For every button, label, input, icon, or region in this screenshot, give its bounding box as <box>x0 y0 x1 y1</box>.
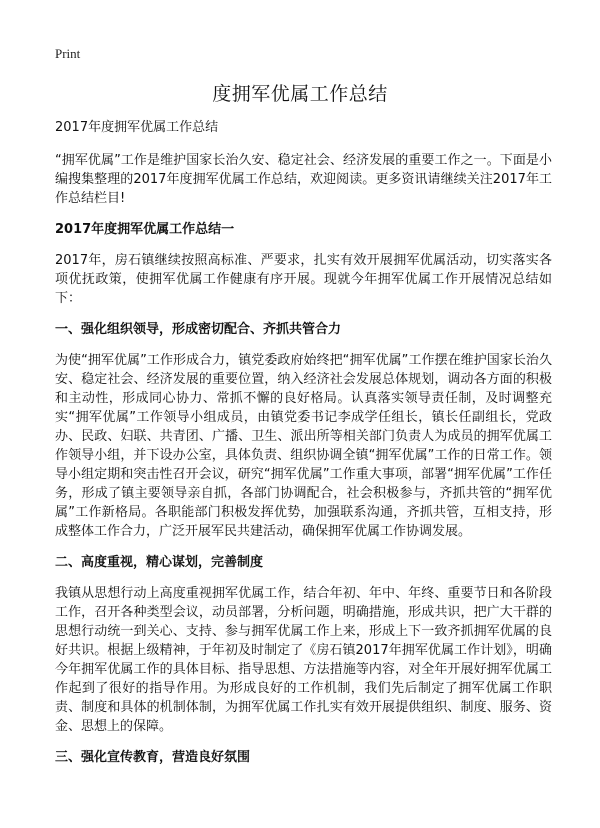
section-body-2: 我镇从思想行动上高度重视拥军优属工作，结合年初、年中、年终、重要节日和各阶段工作，召开各种类型会议，动员部署，分析问题，明确措施，形成共识，把广大干群的思想行动统一到关心、支持、参与拥军优属工作上来，形成上下一致齐抓拥军优属的良好共识。根据上级精神，于年初及时制定了《房石镇2017年拥军优属工作计划》，明确今年拥军优属工作的具体目标、指导思想、方法措施等内容，对全年开展好拥军优属工作起到了很好的指导作用。为形成良好的工作机制，我们先后制定了拥军优属工作职责、制度和具体的机制体制，为拥军优属工作扎实有效开展提供组织、制度、服务、资金、思想上的保障。 <box>55 586 552 734</box>
page-title: 度拥军优属工作总结 <box>212 83 388 105</box>
section-heading-1: 一、强化组织领导，形成密切配合、齐抓共管合力 <box>55 322 342 337</box>
article-heading: 2017年度拥军优属工作总结一 <box>55 222 235 237</box>
document-subtitle: 2017年度拥军优属工作总结 <box>55 120 219 135</box>
section-body-1: 为使“拥军优属”工作形成合力，镇党委政府始终把“拥军优属”工作摆在维护国家长治久安、稳定社会、经济发展的重要位置，纳入经济社会发展总体规划，调动各方面的积极和主动性，形成同心协力、常抓不懈的良好格局。认真落实领导责任制，及时调整充实“拥军优属”工作领导小组成员，由镇党委书记李成学任组长，镇长任副组长，党政办、民政、妇联、共青团、广播、卫生、派出所等相关部门负责人为成员的拥军优属工作领导小组，并下设办公室，具体负责、组织协调全镇“拥军优属”工作的日常工作。领导小组定期和突击性召开会议，研究“拥军优属”工作重大事项，部署“拥军优属”工作任务，形成了镇主要领导亲自抓，各部门协调配合，社会积极参与，齐抓共管的“拥军优属”工作新格局。各职能部门积极发挥优势，加强联系沟通，齐抓共管，互相支持，形成整体工作合力，广泛开展军民共建活动，确保拥军优属工作协调发展。 <box>55 353 552 539</box>
document-content <box>55 118 552 779</box>
intro-paragraph: “拥军优属”工作是维护国家长治久安、稳定社会、经济发展的重要工作之一。下面是小编搜集整理的2017年度拥军优属工作总结，欢迎阅读。更多资讯请继续关注2017年工作总结栏目! <box>55 153 552 206</box>
section-heading-2: 二、高度重视，精心谋划，完善制度 <box>55 555 264 570</box>
print-link[interactable]: Print <box>55 46 81 61</box>
section-heading-3: 三、强化宣传教育，营造良好氛围 <box>55 750 251 765</box>
opening-paragraph: 2017年，房石镇继续按照高标准、严要求，扎实有效开展拥军优属活动，切实落实各项优抚政策，使拥军优属工作健康有序开展。现就今年拥军优属工作开展情况总结如下： <box>55 253 552 306</box>
